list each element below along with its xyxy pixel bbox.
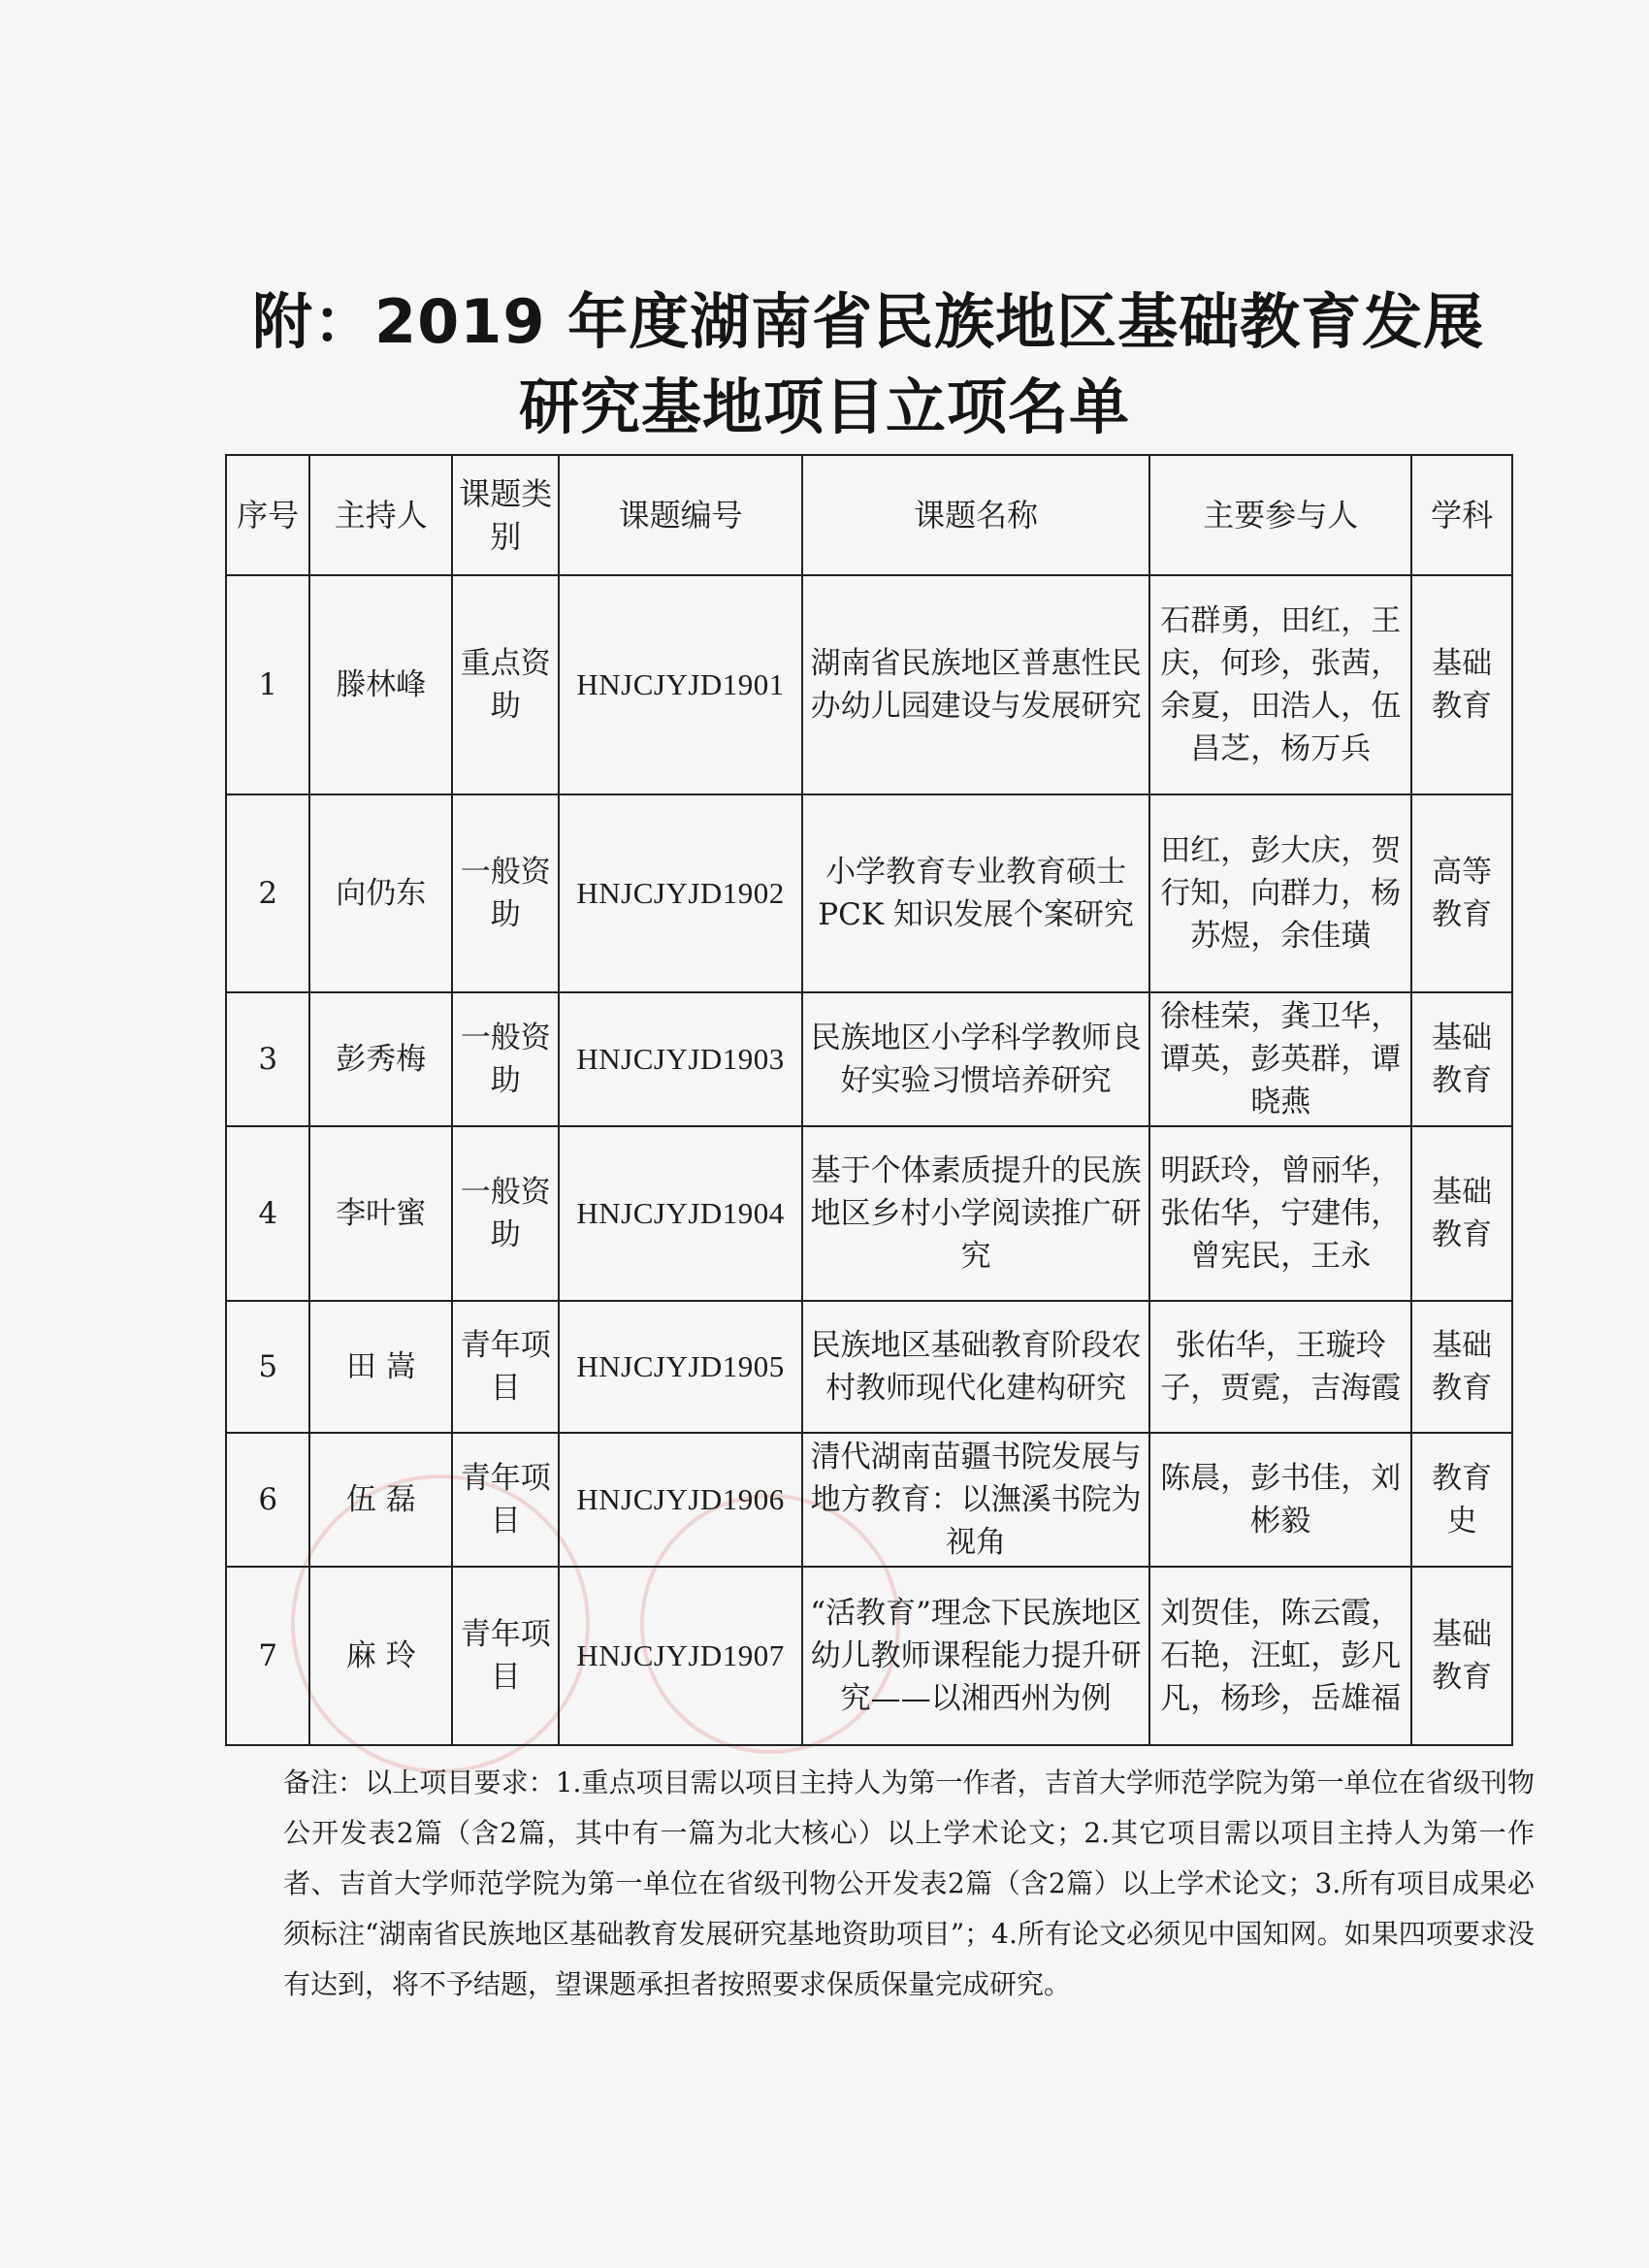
cell-participants: 张佑华，王璇玲子，贾霓，吉海霞 [1149, 1301, 1411, 1433]
header-host: 主持人 [309, 455, 452, 575]
table-row [226, 1126, 1512, 1301]
cell-host: 向仍东 [309, 794, 452, 992]
cell-host: 麻 玲 [309, 1567, 452, 1745]
cell-category: 一般资助 [452, 992, 559, 1126]
cell-participants: 石群勇，田红，王庆，何珍，张茜，余夏，田浩人，伍昌芝，杨万兵 [1149, 575, 1411, 794]
cell-host: 彭秀梅 [309, 992, 452, 1126]
cell-code: HNJCJYJD1907 [559, 1567, 802, 1745]
footnote-requirements: 备注：以上项目要求：1.重点项目需以项目主持人为第一作者，吉首大学师范学院为第一单位在省级刊物公开发表2篇（含2篇，其中有一篇为北大核心）以上学术论文；2.其它项目需以项目主持人为第一作者、吉首大学师范学院为第一单位在省级刊物公开发表2篇（含2篇）以上学术论文；3.所有项目成果必须标注“湖南省民族地区基础教育发展研究基地资助项目”；4.所有论文必须见中国知网。如果四项要求没有达到，将不予结题，望课题承担者按照要求保质保量完成研究。 [283, 1766, 1535, 2000]
cell-code: HNJCJYJD1903 [559, 992, 802, 1126]
cell-host: 田 嵩 [309, 1301, 452, 1433]
project-list-table [225, 454, 1513, 1746]
cell-topic: 小学教育专业教育硕士 PCK 知识发展个案研究 [802, 794, 1149, 992]
cell-seq: 3 [226, 992, 309, 1126]
cell-subject: 基础教育 [1411, 992, 1512, 1126]
cell-seq: 7 [226, 1567, 309, 1745]
cell-topic: “活教育”理念下民族地区幼儿教师课程能力提升研究——以湘西州为例 [802, 1567, 1149, 1745]
cell-category: 青年项目 [452, 1567, 559, 1745]
cell-subject: 高等教育 [1411, 794, 1512, 992]
header-seq: 序号 [226, 455, 309, 575]
cell-code: HNJCJYJD1905 [559, 1301, 802, 1433]
cell-topic: 基于个体素质提升的民族地区乡村小学阅读推广研究 [802, 1126, 1149, 1301]
cell-subject: 基础教育 [1411, 575, 1512, 794]
table-header-row [226, 455, 1512, 575]
cell-participants: 陈晨，彭书佳，刘彬毅 [1149, 1433, 1411, 1567]
cell-host: 滕林峰 [309, 575, 452, 794]
table-row [226, 992, 1512, 1126]
header-participants: 主要参与人 [1149, 455, 1411, 575]
cell-topic: 湖南省民族地区普惠性民办幼儿园建设与发展研究 [802, 575, 1149, 794]
cell-topic: 民族地区小学科学教师良好实验习惯培养研究 [802, 992, 1149, 1126]
cell-participants: 田红，彭大庆，贺行知，向群力，杨苏煜，余佳璜 [1149, 794, 1411, 992]
cell-seq: 6 [226, 1433, 309, 1567]
cell-code: HNJCJYJD1901 [559, 575, 802, 794]
cell-category: 青年项目 [452, 1433, 559, 1567]
cell-participants: 明跃玲，曾丽华，张佑华，宁建伟，曾宪民，王永 [1149, 1126, 1411, 1301]
cell-subject: 基础教育 [1411, 1126, 1512, 1301]
header-category: 课题类别 [452, 455, 559, 575]
cell-topic: 民族地区基础教育阶段农村教师现代化建构研究 [802, 1301, 1149, 1433]
header-code: 课题编号 [559, 455, 802, 575]
cell-code: HNJCJYJD1902 [559, 794, 802, 992]
cell-subject: 基础教育 [1411, 1567, 1512, 1745]
cell-category: 一般资助 [452, 1126, 559, 1301]
table-row [226, 794, 1512, 992]
cell-code: HNJCJYJD1904 [559, 1126, 802, 1301]
cell-participants: 徐桂荣，龚卫华，谭英，彭英群，谭晓燕 [1149, 992, 1411, 1126]
cell-subject: 基础教育 [1411, 1301, 1512, 1433]
cell-seq: 2 [226, 794, 309, 992]
header-topic: 课题名称 [802, 455, 1149, 575]
cell-seq: 4 [226, 1126, 309, 1301]
cell-category: 重点资助 [452, 575, 559, 794]
cell-subject: 教育史 [1411, 1433, 1512, 1567]
table-row [226, 1567, 1512, 1745]
cell-host: 李叶蜜 [309, 1126, 452, 1301]
table-row [226, 575, 1512, 794]
header-subject: 学科 [1411, 455, 1512, 575]
cell-participants: 刘贺佳，陈云霞，石艳，汪虹，彭凡凡，杨珍，岳雄福 [1149, 1567, 1411, 1745]
cell-category: 青年项目 [452, 1301, 559, 1433]
cell-host: 伍 磊 [309, 1433, 452, 1567]
document-title-line-1: 附：2019 年度湖南省民族地区基础教育发展 [252, 286, 1485, 357]
cell-seq: 5 [226, 1301, 309, 1433]
cell-topic: 清代湖南苗疆书院发展与地方教育：以潕溪书院为视角 [802, 1433, 1149, 1567]
cell-seq: 1 [226, 575, 309, 794]
table-row [226, 1433, 1512, 1567]
cell-code: HNJCJYJD1906 [559, 1433, 802, 1567]
document-title-line-2: 研究基地项目立项名单 [518, 372, 1130, 442]
table-row [226, 1301, 1512, 1433]
cell-category: 一般资助 [452, 794, 559, 992]
